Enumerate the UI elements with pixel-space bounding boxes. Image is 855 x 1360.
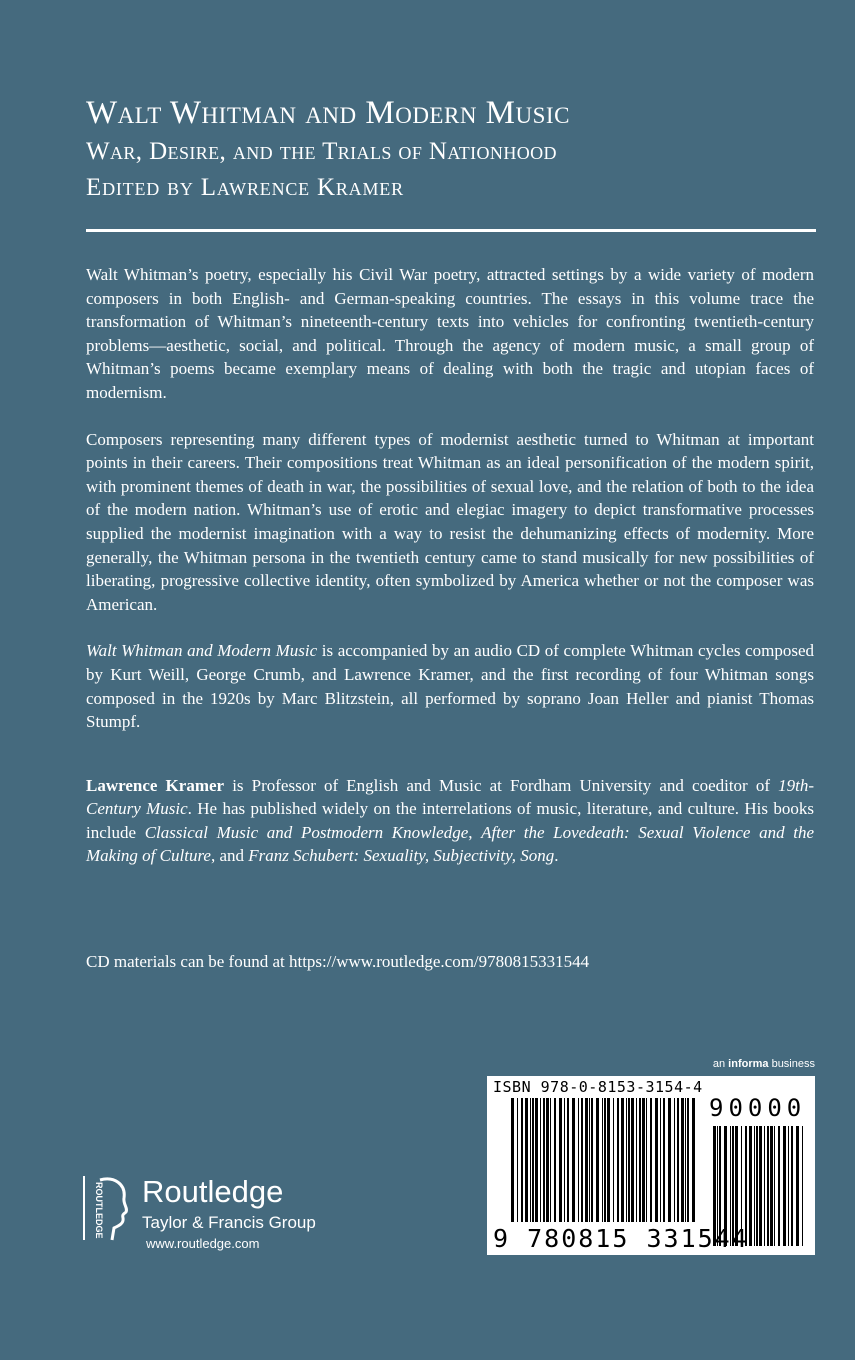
barcode-bar [692, 1098, 695, 1222]
informa-tagline [713, 1058, 815, 1070]
bio-book-1: Classical Music and Postmodern Knowledge [144, 822, 469, 842]
barcode-bar [511, 1098, 514, 1222]
barcode-bar [636, 1098, 637, 1222]
barcode-bar [613, 1098, 614, 1222]
barcode-bar [646, 1098, 647, 1222]
barcode-bar [626, 1098, 627, 1222]
barcode-bar [540, 1098, 541, 1222]
logo-mark-text: ROUTLEDGE [94, 1182, 104, 1239]
barcode-bar [749, 1126, 752, 1246]
barcode-bar [535, 1098, 538, 1222]
barcode-bar [543, 1098, 545, 1222]
barcode-bar [546, 1098, 549, 1222]
barcode-bar [559, 1098, 562, 1222]
barcode-bar [628, 1098, 630, 1222]
barcode-bar [754, 1126, 755, 1246]
barcode-bar [564, 1098, 565, 1222]
barcode-bar [788, 1126, 789, 1246]
barcode-bar [607, 1098, 610, 1222]
isbn-barcode [487, 1076, 815, 1255]
barcode-bar [521, 1098, 523, 1222]
informa-suffix: business [768, 1058, 815, 1070]
barcode-bar [621, 1098, 624, 1222]
barcode-bar [596, 1098, 599, 1222]
book-title-italic: Walt Whitman and Modern Music [86, 641, 318, 661]
title-divider [86, 229, 816, 232]
bio-book-3: Franz Schubert: Sexuality, Subjectivity, Song [248, 846, 555, 866]
blurb [86, 263, 814, 891]
barcode-bar [589, 1098, 590, 1222]
barcode-bar [677, 1098, 679, 1222]
barcode-bar [770, 1126, 773, 1246]
bio-text-3: , [468, 822, 482, 842]
barcode-digits: 9 780815 331544 [493, 1224, 749, 1253]
price-code: 90000 [709, 1094, 807, 1122]
barcode-bar [663, 1098, 665, 1222]
publisher-name: Routledge [142, 1174, 284, 1209]
routledge-mark-icon [80, 1174, 136, 1244]
book-title: Walt Whitman and Modern Music [86, 95, 570, 131]
book-subtitle: War, Desire, and the Trials of Nationhood [86, 138, 557, 165]
bio-journal: 19th-Century Music [86, 775, 814, 819]
paragraph-3-text: is accompanied by an audio CD of complete Whitman cycles composed by Kurt Weill, George Crumb, and Lawrence Kramer, and the first recording of four Whitman songs composed in the 1920s by Marc Blitzstein, all performed by soprano Joan Heller and pianist Thomas Stumpf. [86, 641, 814, 732]
bio-text-4: , and [210, 846, 249, 866]
barcode-bar [554, 1098, 556, 1222]
barcode-bar [655, 1098, 658, 1222]
barcode-bar [525, 1098, 528, 1222]
barcode-bar [617, 1098, 619, 1222]
barcode-bar [774, 1126, 775, 1246]
barcode-bar [550, 1098, 551, 1222]
author-bio [86, 774, 814, 868]
barcode-bar [602, 1098, 603, 1222]
barcode-bar [756, 1126, 758, 1246]
barcode-bar [581, 1098, 583, 1222]
barcode-bar [802, 1126, 803, 1246]
barcode-bar [642, 1098, 645, 1222]
barcode-bar [783, 1126, 786, 1246]
barcode-bar [764, 1126, 765, 1246]
blurb-paragraph-1: Walt Whitman’s poetry, especially his Civil War poetry, attracted settings by a wide variety of modern composers in both English- and German-speaking countries. The essays in this volume trace the transformation of Whitman’s nineteenth-century texts into vehicles for confronting twentieth-century problems—aesthetic, social, and political. Through the agency of modern music, a small group of Whitman’s poems became exemplary means of dealing with both the tragic and utopian faces of modernism. [86, 265, 814, 402]
title-block [86, 92, 816, 206]
bio-text-5: . [554, 846, 559, 866]
bio-text-2: . He has published widely on the interrelations of music, literature, and culture. His books include [86, 799, 814, 842]
author-name: Lawrence Kramer [86, 775, 225, 795]
barcode-bar [759, 1126, 762, 1246]
barcode-bar [578, 1098, 579, 1222]
barcode-bar [532, 1098, 534, 1222]
publisher-logo [80, 1174, 410, 1264]
barcode-bar [631, 1098, 634, 1222]
barcode-bar [585, 1098, 588, 1222]
barcode-bar [681, 1098, 684, 1222]
informa-prefix: an [712, 1058, 729, 1070]
barcode-bar [668, 1098, 671, 1222]
barcode-bar [674, 1098, 675, 1222]
barcode-bar [685, 1098, 686, 1222]
barcode-bar [530, 1098, 531, 1222]
blurb-paragraph-3 [86, 639, 814, 733]
barcode-bar [591, 1098, 593, 1222]
barcode-bar [572, 1098, 575, 1222]
barcode-bar [567, 1098, 569, 1222]
barcode-bar [767, 1126, 769, 1246]
blurb-paragraph-2: Composers representing many different types of modernist aesthetic turned to Whitman at important points in their careers. Their compositions treat Whitman as an ideal personification of the modern spirit, with prominent themes of death in war, the possibilities of sexual love, and the relation of both to the idea of the modern nation. Whitman’s use of erotic and elegiac imagery to depict transformative processes supplied the modernist imagination with a way to resist the dehumanizing effects of modernity. More generally, the Whitman persona in the twentieth century came to stand musically for new possibilities of liberating, progressive collective identity, often symbolized by America whether or not the composer was American. [86, 429, 814, 614]
barcode-bar [687, 1098, 689, 1222]
bio-text-1: is Professor of English and Music at Fordham University and coeditor of [224, 775, 779, 795]
barcode-bar [778, 1126, 780, 1246]
publisher-url: www.routledge.com [146, 1236, 260, 1251]
barcode-bar [791, 1126, 793, 1246]
barcode-bar [604, 1098, 606, 1222]
bio-book-2: After the Lovedeath: Sexual Violence and the Making of Culture [86, 822, 814, 866]
barcode-bar [796, 1126, 799, 1246]
informa-brand: informa [728, 1058, 769, 1070]
isbn-label: ISBN 978-0-8153-3154-4 [493, 1078, 703, 1096]
publisher-group: Taylor & Francis Group [142, 1213, 316, 1232]
cd-materials-note: CD materials can be found at https://www.routledge.com/9780815331544 [86, 952, 590, 971]
barcode-bar [517, 1098, 518, 1222]
book-editor: Edited by Lawrence Kramer [86, 174, 404, 201]
barcode-bar [639, 1098, 641, 1222]
barcode-bar [650, 1098, 652, 1222]
barcode-bar [660, 1098, 661, 1222]
